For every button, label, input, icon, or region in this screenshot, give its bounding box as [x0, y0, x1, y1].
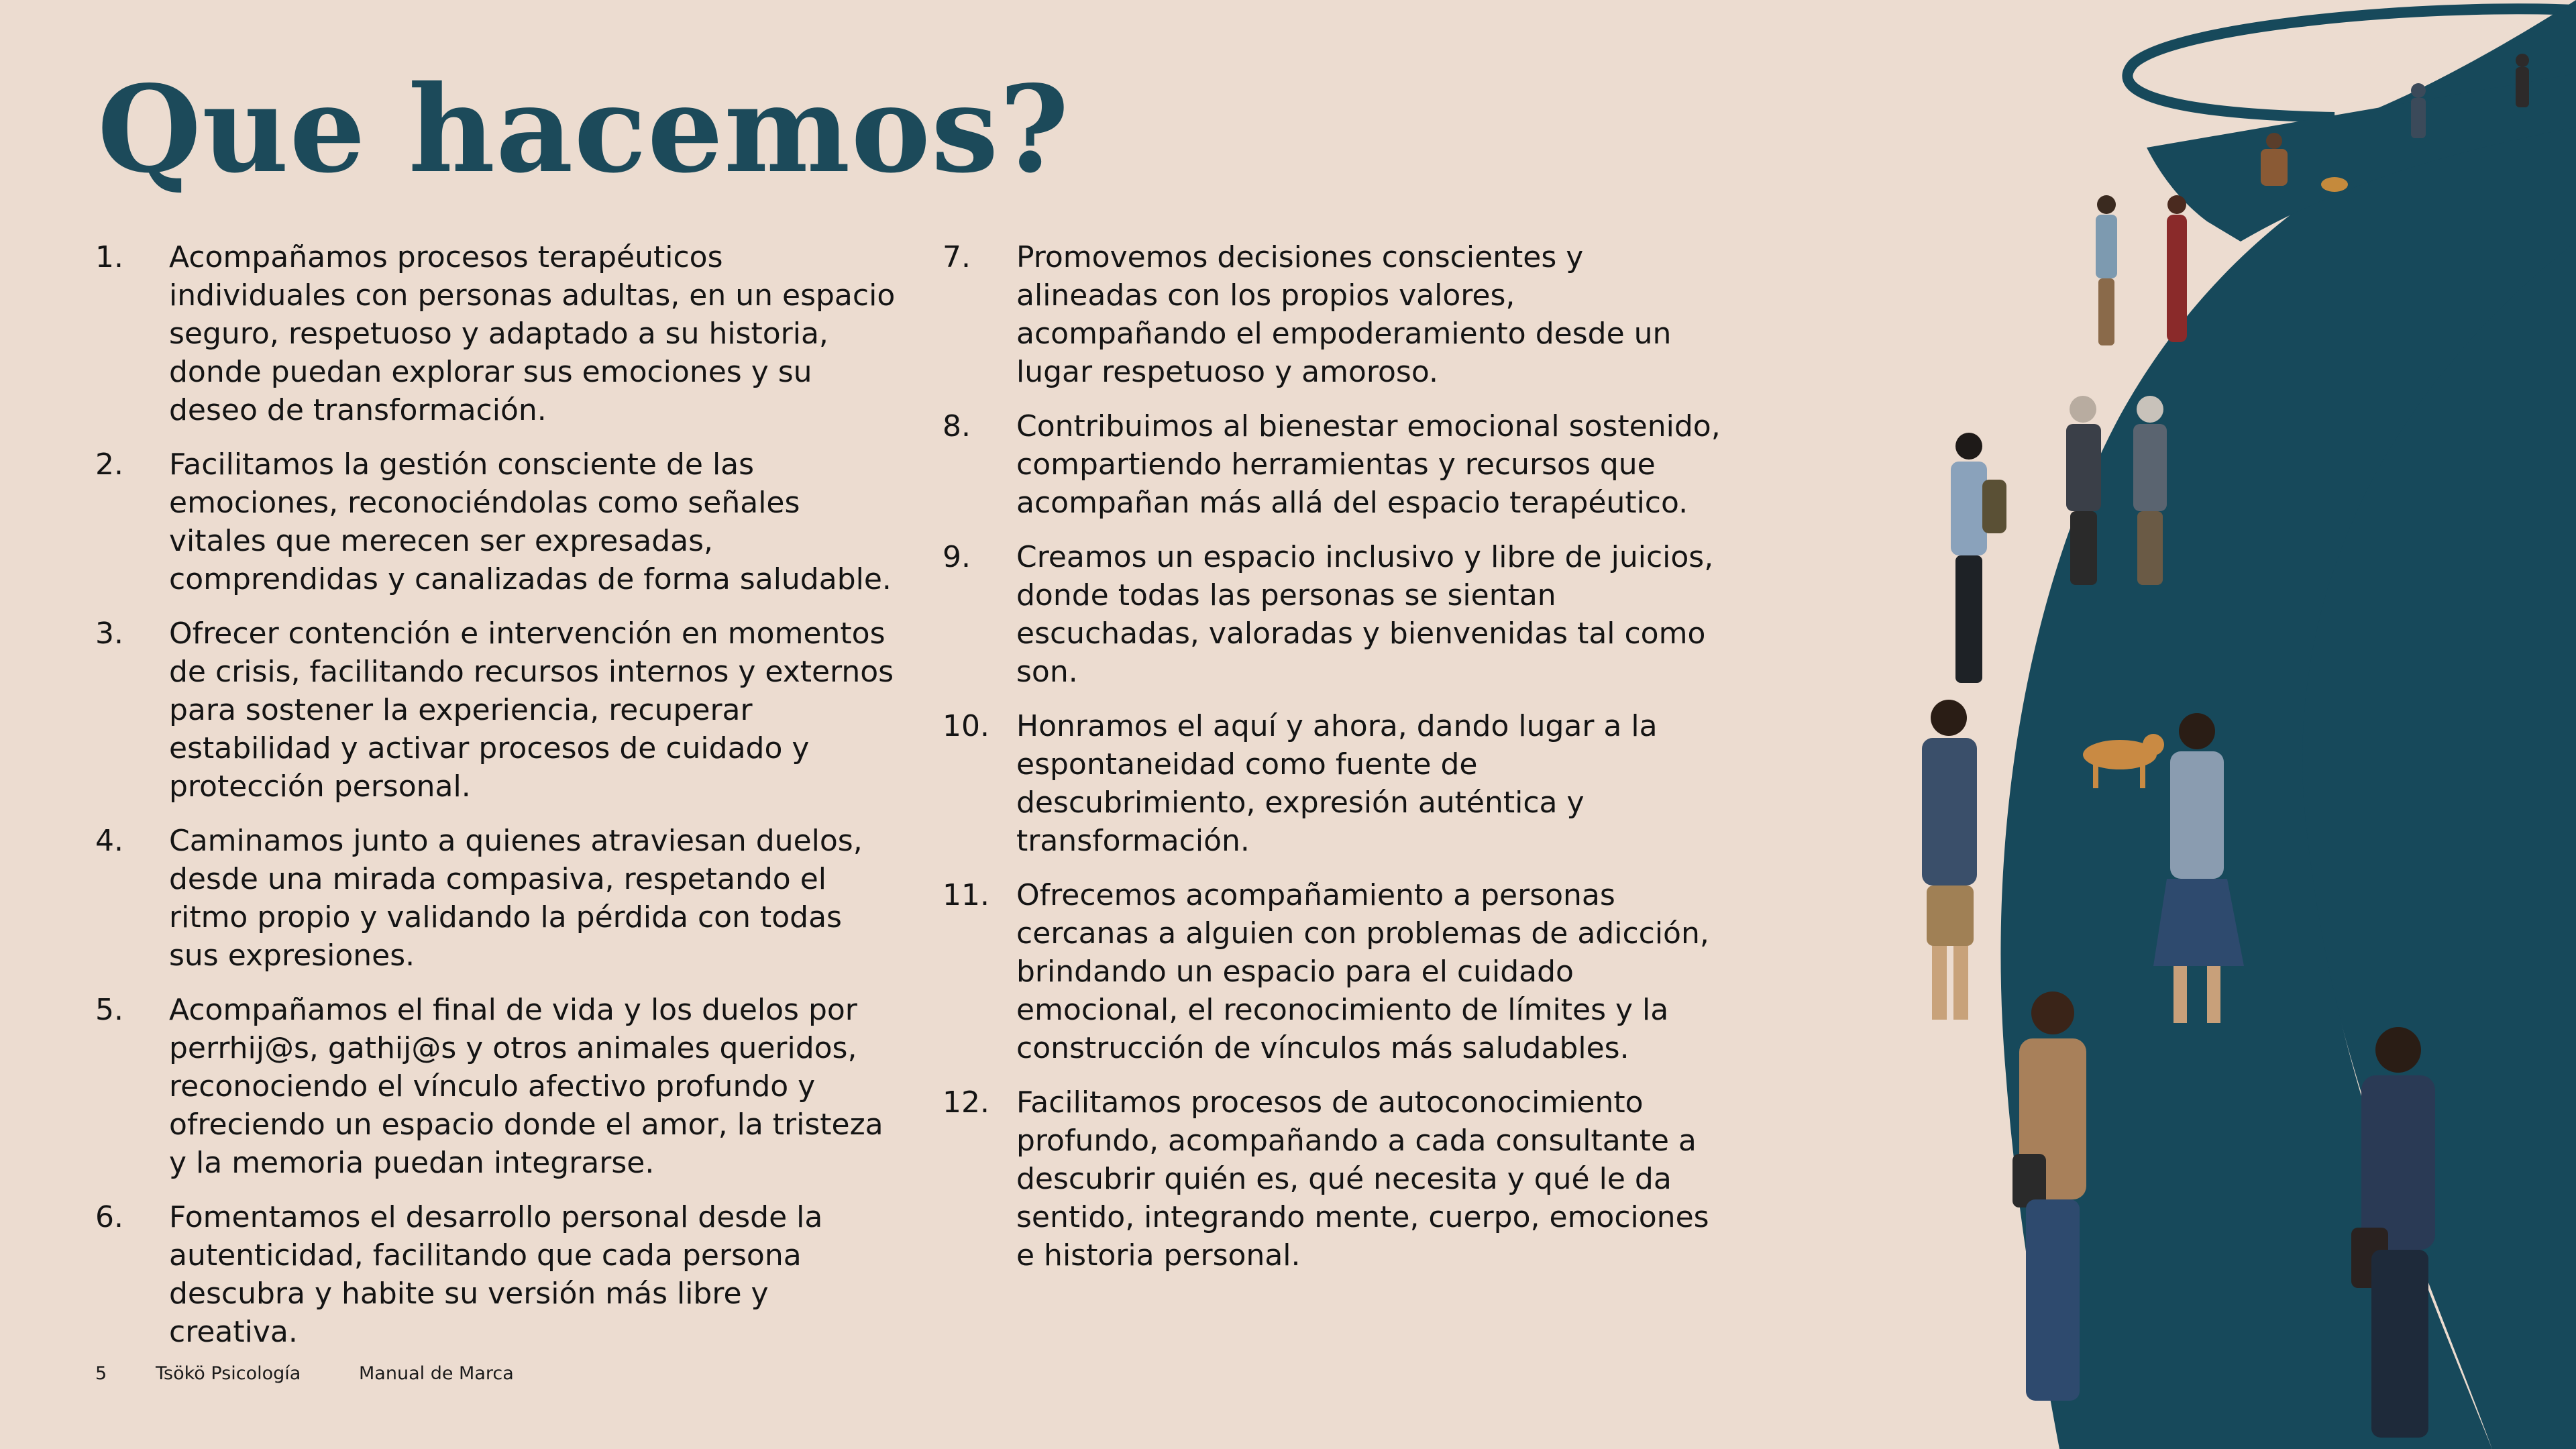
item-number: 1.: [95, 240, 123, 274]
item-number: 12.: [943, 1085, 989, 1120]
woman-brown-sweater: [2012, 991, 2086, 1401]
item-text: Acompañamos el final de vida y los duelos por perrhij@s, gathij@s y otros animales queridos, reconociendo el vínculo afectivo profundo y ofreciendo un espacio donde el amor, la tristeza y la memoria puedan integrarse.: [169, 993, 883, 1180]
page-number: 5: [95, 1363, 107, 1384]
list-item: [95, 1198, 900, 1351]
item-text: Acompañamos procesos terapéuticos individuales con personas adultas, en un espacio seguro, respetuoso y adaptado a su historia, donde puedan explorar sus emociones y su deseo de transformación.: [169, 240, 896, 427]
item-number: 3.: [95, 616, 123, 651]
item-text: Facilitamos la gestión consciente de las emociones, reconociéndolas como señales vitales que merecen ser expresadas, comprendidas y canalizadas de forma saludable.: [169, 447, 892, 596]
item-number: 7.: [943, 240, 971, 274]
item-text: Fomentamos el desarrollo personal desde la autenticidad, facilitando que cada persona descubra y habite su versión más libre y creativa.: [169, 1200, 823, 1349]
item-number: 6.: [95, 1200, 123, 1234]
item-text: Contribuimos al bienestar emocional sostenido, compartiendo herramientas y recursos que acompañan más allá del espacio terapéutico.: [1016, 409, 1721, 520]
list-item: [95, 991, 900, 1182]
list-item: [943, 1083, 1721, 1275]
person-top-middle: [2411, 83, 2426, 138]
item-number: 2.: [95, 447, 123, 482]
item-number: 5.: [95, 993, 123, 1027]
couple-walking-1: [2096, 195, 2187, 345]
person-top-right: [2516, 54, 2529, 107]
item-text: Ofrecer contención e intervención en momentos de crisis, facilitando recursos internos y externos para sostener la experiencia, recuperar estabilidad y activar procesos de cuidado y protección personal.: [169, 616, 894, 804]
list-item: [95, 614, 900, 806]
list-item: [95, 445, 900, 598]
item-number: 10.: [943, 709, 989, 743]
list-item: [943, 876, 1721, 1067]
people-walking-path-illustration: [1744, 0, 2576, 1449]
services-list-right: [943, 238, 1721, 1291]
item-text: Promovemos decisiones conscientes y alineadas con los propios valores, acompañando el empoderamiento desde un lugar respetuoso y amoroso.: [1016, 240, 1672, 389]
list-item: [95, 238, 900, 429]
person-with-backpack: [1951, 433, 2006, 683]
page-title: Que hacemos?: [97, 59, 1070, 199]
item-number: 4.: [95, 824, 123, 858]
list-item: [95, 822, 900, 975]
footer-document: Manual de Marca: [359, 1363, 514, 1384]
footer-brand: Tsökö Psicología: [156, 1363, 301, 1384]
item-text: Honramos el aquí y ahora, dando lugar a la espontaneidad como fuente de descubrimiento, expresión auténtica y transformación.: [1016, 709, 1658, 858]
item-number: 11.: [943, 878, 989, 912]
item-text: Creamos un espacio inclusivo y libre de juicios, donde todas las personas se sientan escuchadas, valoradas y bienvenidas tal como son.: [1016, 540, 1714, 689]
list-item: [943, 538, 1721, 691]
list-item: [943, 407, 1721, 522]
man-plaid-shirt: [1922, 700, 1977, 1020]
services-list-left: [95, 238, 900, 1367]
item-text: Ofrecemos acompañamiento a personas cercanas a alguien con problemas de adicción, brindando un espacio para el cuidado emocional, el reconocimiento de límites y la construcción de vínculos más saludables.: [1016, 878, 1709, 1065]
list-item: [943, 238, 1721, 391]
item-number: 9.: [943, 540, 971, 574]
item-number: 8.: [943, 409, 971, 443]
item-text: Facilitamos procesos de autoconocimiento profundo, acompañando a cada consultante a descubrir quién es, qué necesita y qué le da sentido, integrando mente, cuerpo, emociones e historia personal.: [1016, 1085, 1709, 1273]
list-item: [943, 707, 1721, 860]
item-text: Caminamos junto a quienes atraviesan duelos, desde una mirada compasiva, respetando el ritmo propio y validando la pérdida con todas sus expresiones.: [169, 824, 863, 973]
